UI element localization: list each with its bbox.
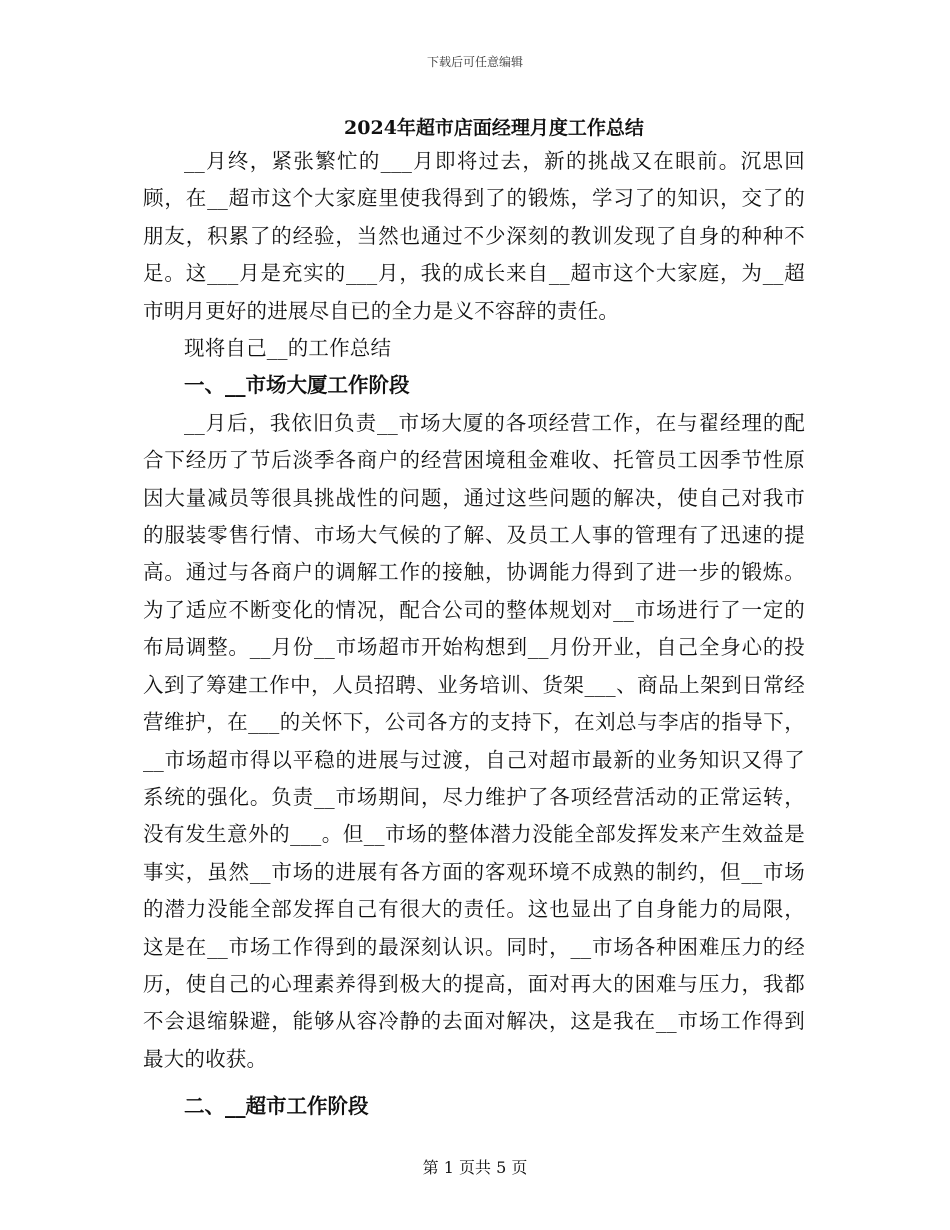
section-1-heading: 一、__市场大厦工作阶段 bbox=[184, 373, 410, 398]
page-number: 第 1 页共 5 页 bbox=[422, 1158, 528, 1177]
section-1-paragraph: __月后，我依旧负责__市场大厦的各项经营工作，在与翟经理的配合下经历了节后淡季各商户的经营困境租金难收、托管员工因季节性原因大量减员等很具挑战性的问题，通过这些问题的解决，使自己对我市的服装零售行情、市场大气候的了解、及员工人事的管理有了迅速的提高。通过与各商户的调解工作的接触，协调能力得到了进一步的锻炼。为了适应不断变化的情况，配合公司的整体规划对__市场进行了一定的布局调整。__月份__市场超市开始构想到__月份开业，自己全身心的投入到了筹建工作中，人员招聘、业务培训、货架___、商品上架到日常经营维护，在___的关怀下，公司各方的支持下，在刘总与李店的指导下，__市场超市得以平稳的进展与过渡，自己对超市最新的业务知识又得了系统的强化。负责__市场期间，尽力维护了各项经营活动的正常运转，没有发生意外的___。但__市场的整体潜力没能全部发挥发来产生效益是事实，虽然__市场的进展有各方面的客观环境不成熟的制约，但__市场的潜力没能全部发挥自己有很大的责任。这也显出了自身能力的局限，这是在__市场工作得到的最深刻认识。同时，__市场各种困难压力的经历，使自己的心理素养得到极大的提高，面对再大的困难与压力，我都不会退缩躲避，能够从容冷静的去面对解决，这是我在__市场工作得到最大的收获。 bbox=[143, 410, 805, 1071]
document-title: 2024年超市店面经理月度工作总结 bbox=[344, 117, 644, 139]
section-2-heading: 二、__超市工作阶段 bbox=[184, 1094, 369, 1119]
lead-line: 现将自己__的工作总结 bbox=[184, 336, 392, 361]
page-header-note: 下载后可任意编辑 bbox=[426, 55, 523, 69]
document-body bbox=[143, 113, 805, 1126]
intro-paragraph: __月终，紧张繁忙的___月即将过去，新的挑战又在眼前。沉思回顾，在__超市这个大家庭里使我得到了的锻炼，学习了的知识，交了的朋友，积累了的经验，当然也通过不少深刻的教训发现了自身的种种不足。这___月是充实的___月，我的成长来自__超市这个大家庭，为__超市明月更好的进展尽自已的全力是义不容辞的责任。 bbox=[143, 149, 805, 323]
